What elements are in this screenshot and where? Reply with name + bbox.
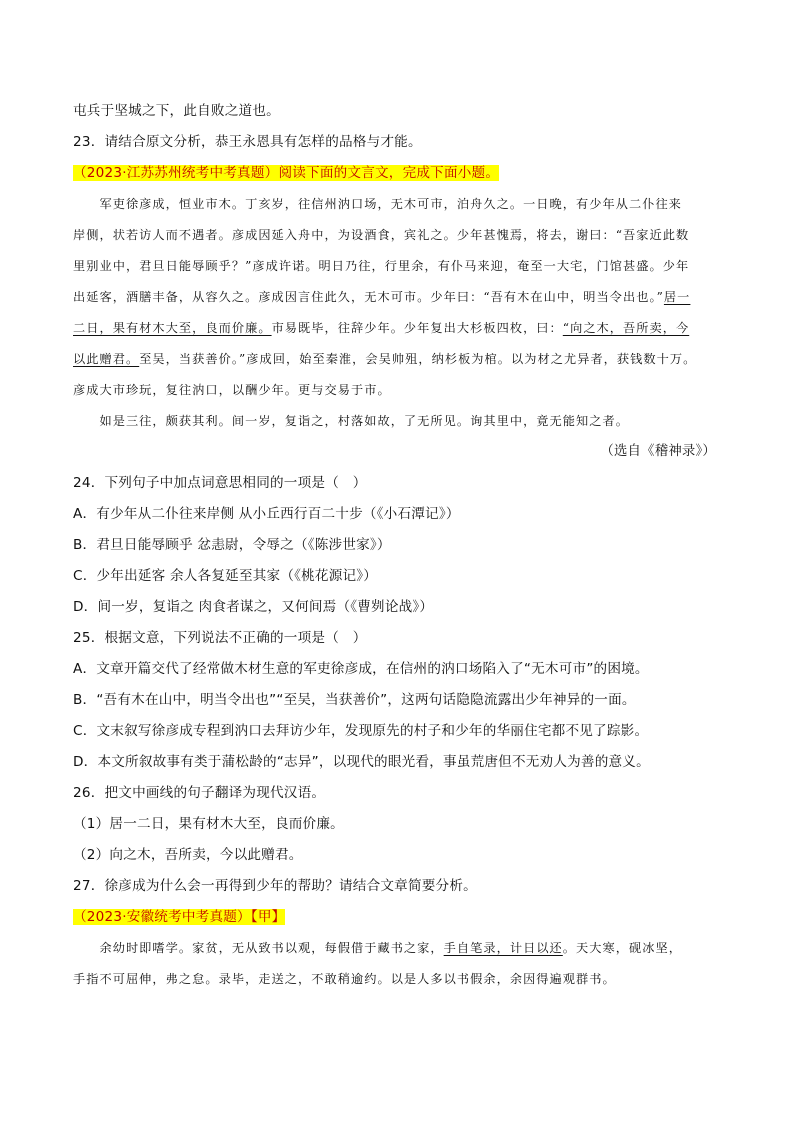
question-26: 26．把文中画线的句子翻译为现代汉语。 [73, 785, 326, 801]
passage-line: 岸侧，状若访人而不遇者。彦成因延入舟中，为设酒食，宾礼之。少年甚愧焉，将去，谢曰：“吾家近此数 [73, 228, 690, 242]
sub-question-2: （2）向之木，吾所卖，今以此赠君。 [73, 847, 303, 863]
option-a: A．文章开篇交代了经常做木材生意的军吏徐彦成，在信州的汭口场陷入了“无木可市”的困境。 [73, 661, 649, 677]
option-b: B．君旦日能辱顾乎 忿恚尉，令辱之（《陈涉世家》） [73, 537, 391, 553]
option-d: D．间一岁，复诣之 肉食者谋之，又何间焉（《曹刿论战》） [73, 599, 434, 615]
underlined-sentence: 二日，果有材木大至，良而价廉。 [73, 321, 272, 335]
option-a: A．有少年从二仆往来岸侧 从小丘西行百二十步（《小石潭记》） [73, 506, 460, 522]
option-d: D．本文所叙故事有类于蒲松龄的“志异”，以现代的眼光看，事虽荒唐但不无劝人为善的意义。 [73, 754, 650, 770]
passage-line: 手指不可屈伸，弗之怠。录毕，走送之，不敢稍逾约。以是人多以书假余，余因得遍观群书。 [73, 972, 616, 986]
passage-line: 出延客，酒膳丰备，从容久之。彦成因言住此久，无木可市。少年曰：“吾有木在山中，明当令出也。”居一 [73, 290, 691, 304]
section-source-highlight: （2023·江苏苏州统考中考真题）阅读下面的文言文，完成下面小题。 [73, 165, 500, 181]
underlined-sentence: 以此赠君。 [73, 352, 140, 366]
passage-line: 如是三往，颇获其利。间一岁，复诣之，村落如故，了无所见。询其里中，竟无能知之者。 [73, 414, 629, 428]
passage-line: 里别业中，君旦日能辱顾乎？”彦成许诺。明日乃往，行里余，有仆马来迎，奄至一大宅，门馆甚盛。少年 [73, 259, 690, 273]
option-c: C．少年出延客 余人各复延至其家（《桃花源记》） [73, 568, 378, 584]
passage-line: 二日，果有材木大至，良而价廉。市易既毕，往辞少年。少年复出大杉板四枚，曰：“向之木，吾所卖，今 [73, 321, 690, 335]
source-citation: （选自《稽神录》） [600, 444, 716, 459]
passage-line: 以此赠君。至吴，当获善价。”彦成回，始至秦淮，会吴帅殂，纳杉板为棺。以为材之尤异者，获钱数十万。 [73, 352, 697, 366]
question-23: 23．请结合原文分析，恭王永恩具有怎样的品格与才能。 [73, 134, 422, 150]
question-25: 25．根据文意，下列说法不正确的一项是（ ） [73, 630, 367, 646]
question-24: 24．下列句子中加点词意思相同的一项是（ ） [73, 475, 367, 491]
option-b: B．“吾有木在山中，明当令出也”“至吴，当获善价”，这两句话隐隐流露出少年神异的一面。 [73, 692, 636, 708]
text-line: 屯兵于坚城之下，此自败之道也。 [73, 103, 280, 119]
passage-line: 余幼时即嗜学。家贫，无从致书以观，每假借于藏书之家，手自笔录，计日以还。天大寒，砚冰坚， [73, 941, 682, 955]
underlined-sentence: 手自笔录，计日以还 [443, 941, 563, 955]
option-c: C．文末叙写徐彦成专程到汭口去拜访少年，发现原先的村子和少年的华丽住宅都不见了踪影。 [73, 723, 649, 739]
underlined-sentence: 居一 [663, 290, 691, 304]
passage-line: 军吏徐彦成，恒业市木。丁亥岁，往信州汭口场，无木可市，泊舟久之。一日晚，有少年从二仆往来 [73, 197, 682, 211]
underlined-sentence: “向之木，吾所卖，今 [562, 321, 690, 335]
question-27: 27．徐彦成为什么会一再得到少年的帮助？请结合文章简要分析。 [73, 878, 477, 894]
section-source-highlight: （2023·安徽统考中考真题）【甲】 [73, 909, 286, 925]
sub-question-1: （1）居一二日，果有材木大至，良而价廉。 [73, 816, 344, 832]
passage-line: 彦成大市珍玩，复往汭口，以酬少年。更与交易于市。 [73, 383, 391, 397]
